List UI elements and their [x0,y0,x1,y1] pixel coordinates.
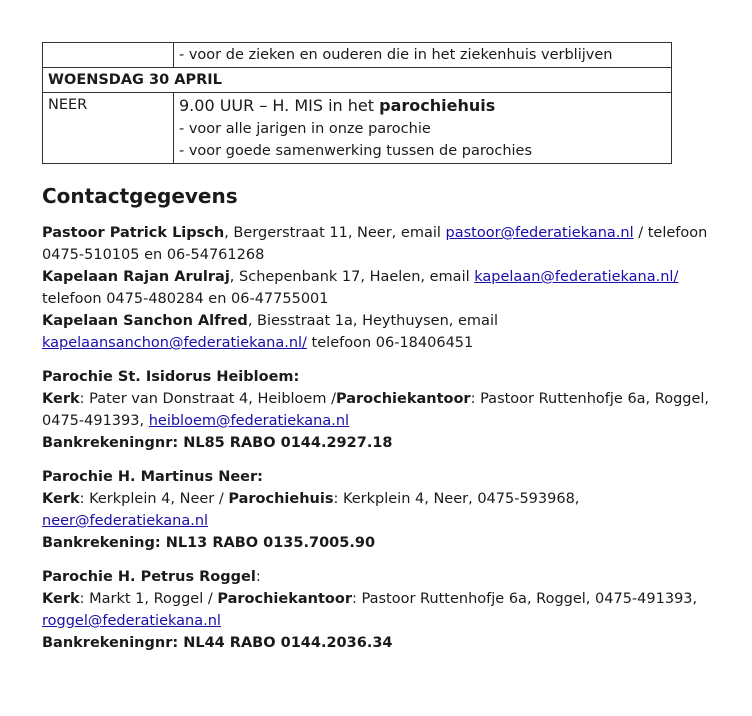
parish-bank-text: Bankrekening: NL13 RABO 0135.7005.90 [42,535,376,551]
parish-church-line [42,388,732,410]
kapelaan1-name: Kapelaan Rajan Arulraj [42,269,230,285]
pastoor-email-link[interactable]: pastoor@federatiekana.nl [445,225,634,241]
office-address: : Kerkplein 4, Neer, 0475-593968, [333,491,580,507]
parish-bank-text: Bankrekeningnr: NL44 RABO 0144.2036.34 [42,635,393,651]
parish-contact-line [42,610,732,632]
parish-church-line [42,488,732,510]
parish-title-text: Parochie St. Isidorus Heibloem: [42,369,300,385]
kerk-address: : Pater van Donstraat 4, Heibloem / [79,391,336,407]
parish-bank [42,532,732,554]
day-header-row [43,68,672,93]
parish-title [42,366,732,388]
kapelaan2-line [42,310,732,332]
parish-roggel [42,566,732,654]
clergy-contacts [42,222,732,354]
kapelaan2-name: Kapelaan Sanchon Alfred [42,313,248,329]
pastoor-phone: 0475-510105 en 06-54761268 [42,247,265,263]
parish-heibloem [42,366,732,454]
table-cell-place [43,43,174,68]
parish-bank-text: Bankrekeningnr: NL85 RABO 0144.2927.18 [42,435,393,451]
kapelaan2-phone: telefoon 06-18406451 [306,335,474,351]
pastoor-line [42,222,732,244]
parish-email-link[interactable]: roggel@federatiekana.nl [42,613,221,629]
contact-heading: Contactgegevens [42,184,238,208]
intention-item: - voor goede samenwerking tussen de parochies [179,143,533,159]
kerk-address: : Markt 1, Roggel / [79,591,218,607]
parish-title [42,566,732,588]
schedule-table [42,42,672,164]
parish-bank [42,632,732,654]
office-address: : Pastoor Ruttenhofje 6a, Roggel, 0475-491393, [351,591,698,607]
parish-bank [42,432,732,454]
table-cell-place: NEER [43,93,174,164]
service-time: 9.00 UUR – H. MIS in het [179,96,380,115]
parish-title [42,466,732,488]
table-cell-service [174,93,672,164]
kapelaan1-address: , Schepenbank 17, Haelen, email [229,269,475,285]
intention-item: - voor alle jarigen in onze parochie [179,121,431,137]
kapelaan1-email-link[interactable]: kapelaan@federatiekana.nl/ [474,269,679,285]
service-location: parochiehuis [379,96,496,115]
kapelaan2-line-2 [42,332,732,354]
parish-phone: 0475-491393, [42,413,149,429]
parish-neer [42,466,732,554]
kapelaan1-line [42,266,732,288]
table-row [43,93,672,164]
parish-contact-line [42,410,732,432]
office-label: Parochiekantoor [217,591,352,607]
office-address: : Pastoor Ruttenhofje 6a, Roggel, [470,391,710,407]
parish-contact-line [42,510,732,532]
table-cell-intention: - voor de zieken en ouderen die in het ziekenhuis verblijven [174,43,672,68]
day-header: WOENSDAG 30 APRIL [43,68,672,93]
parish-title-text: Parochie H. Martinus Neer: [42,469,263,485]
parish-church-line [42,588,732,610]
kapelaan1-phone: telefoon 0475-480284 en 06-47755001 [42,291,329,307]
kerk-label: Kerk [42,391,80,407]
office-label: Parochiekantoor [335,391,471,407]
pastoor-name: Pastoor Patrick Lipsch [42,225,225,241]
pastoor-phone-label: / telefoon [633,225,708,241]
kerk-label: Kerk [42,491,80,507]
document-page [42,42,732,666]
kerk-address: : Kerkplein 4, Neer / [79,491,229,507]
kerk-label: Kerk [42,591,80,607]
parish-title-colon: : [255,569,261,585]
kapelaan2-address: , Biesstraat 1a, Heythuysen, email [247,313,499,329]
office-label: Parochiehuis [228,491,334,507]
parish-email-link[interactable]: neer@federatiekana.nl [42,513,209,529]
pastoor-address: , Bergerstraat 11, Neer, email [224,225,446,241]
kapelaan2-email-link[interactable]: kapelaansanchon@federatiekana.nl/ [42,335,307,351]
table-row [43,43,672,68]
parish-title-text: Parochie H. Petrus Roggel [42,569,256,585]
service-line [179,94,666,118]
parish-email-link[interactable]: heibloem@federatiekana.nl [148,413,350,429]
